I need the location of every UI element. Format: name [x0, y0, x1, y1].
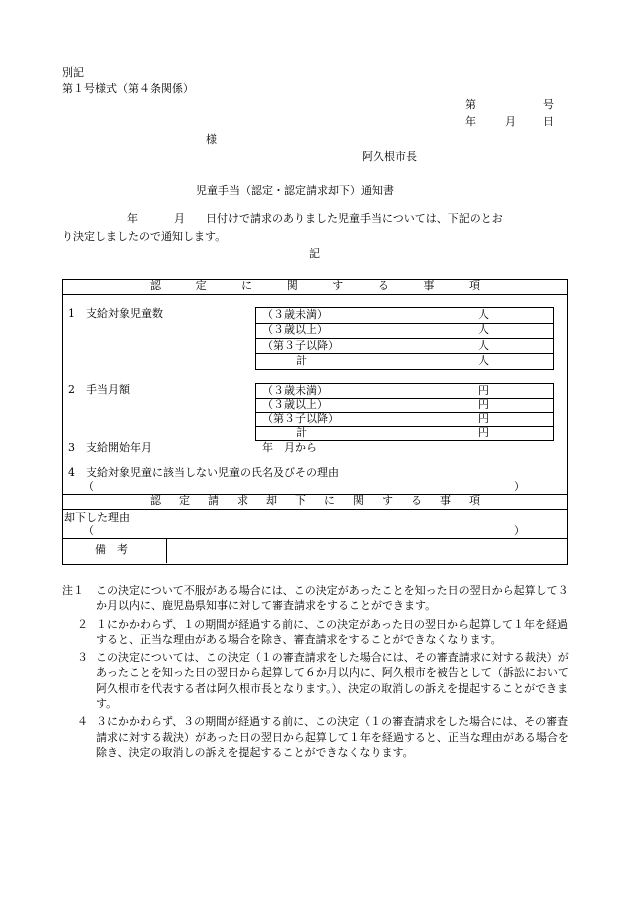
remarks-label: 備 考: [95, 543, 128, 556]
item1-label: 1 支給対象児童数: [68, 307, 163, 320]
item1-row-unit: 人: [478, 308, 489, 321]
item1-row-unit: 人: [478, 323, 489, 336]
intro-month: 月: [174, 212, 185, 225]
appendix-label: 別記: [62, 66, 84, 79]
item1-row-cat: （３歳以上）: [262, 323, 328, 336]
doc-number-suffix: 号: [543, 98, 554, 111]
item3-label: 3 支給開始年月: [68, 441, 152, 454]
doc-number-prefix: 第: [465, 98, 476, 111]
item4-paren-close: ）: [514, 480, 525, 493]
remarks-divider: [62, 538, 568, 539]
item1-total-label: 計: [296, 354, 307, 367]
rejection-paren-open: （: [83, 524, 94, 537]
item2-row-cat: （第３子以降）: [262, 412, 339, 425]
section1-header-divider: [62, 294, 568, 295]
item2-total-label: 計: [296, 426, 307, 439]
note-label: ２: [77, 617, 88, 631]
item1-row-cat: （３歳未満）: [262, 308, 328, 321]
intro-text-line1: 日付けで請求のありました児童手当については、下記のとお: [206, 212, 503, 225]
date-day: 日: [543, 115, 554, 128]
note-item: [62, 650, 578, 711]
item1-row-unit: 人: [478, 339, 489, 352]
form-number: 第１号様式（第４条関係）: [62, 82, 194, 95]
note-label: ３: [77, 651, 88, 665]
section1-header: 認 定 に 関 す る 事 項: [150, 279, 480, 292]
item2-row-unit: 円: [478, 412, 489, 425]
item1-row-unit: 人: [478, 354, 489, 367]
note-text: ３にかかわらず、３の期間が経過する前に、この決定（１の審査請求をした場合には、その審査請求に対する裁決）があった日の翌日から起算して１年を経過すると、正当な理由がある場合を除き、決定の取消しの訴えを提起することができなくなります。: [96, 715, 569, 759]
issuer-name: 阿久根市長: [362, 150, 417, 163]
date-year: 年: [465, 115, 476, 128]
rejection-reason-label: 却下した理由: [64, 511, 130, 524]
item4-label: 4 支給対象児童に該当しない児童の氏名及びその理由: [68, 466, 339, 479]
note-item: [62, 714, 578, 760]
note-label: 注１: [62, 584, 84, 597]
note-label: ４: [77, 715, 88, 729]
rejection-paren-close: ）: [514, 524, 525, 537]
item2-row-cat: （３歳以上）: [262, 398, 328, 411]
item2-row-cat: （３歳未満）: [262, 384, 328, 397]
section2-header-divider: [62, 509, 568, 510]
intro-year: 年: [127, 212, 138, 225]
item2-row-unit: 円: [478, 426, 489, 439]
section2-header: 認 定 請 求 却 下 に 関 す る 事 項: [150, 494, 480, 507]
date-month: 月: [505, 115, 516, 128]
note-item: [62, 617, 578, 648]
item1-row-cat: （第３子以降）: [262, 339, 339, 352]
item4-paren-open: （: [83, 480, 94, 493]
document-title: 児童手当（認定・認定請求却下）通知書: [196, 184, 394, 197]
item2-label: 2 手当月額: [68, 383, 130, 396]
note-item: [62, 583, 578, 614]
note-text: この決定について不服がある場合には、この決定があったことを知った日の翌日から起算して３か月以内に、鹿児島県知事に対して審査請求をすることができます。: [96, 584, 569, 613]
notes-section: [62, 583, 578, 760]
note-text: この決定については、この決定（１の審査請求をした場合には、その審査請求に対する裁決）があったことを知った日の翌日から起算して６か月以内に、阿久根市を被告として（訴訟において阿久根市を代表する者は阿久根市長となります。）、決定の取消しの訴えを提起することができます。: [96, 651, 569, 711]
remarks-column-divider: [166, 538, 167, 563]
intro-text-line2: り決定しましたので通知します。: [62, 230, 227, 243]
ki-label: 記: [309, 247, 320, 260]
item2-row-unit: 円: [478, 384, 489, 397]
note-text: １にかかわらず、１の期間が経過する前に、この決定があった日の翌日から起算して１年を経過すると、正当な理由がある場合を除き、審査請求をすることができなくなります。: [96, 617, 569, 646]
addressee-honorific: 様: [206, 133, 217, 146]
item2-row-unit: 円: [478, 398, 489, 411]
item3-value: 年 月から: [262, 441, 317, 454]
